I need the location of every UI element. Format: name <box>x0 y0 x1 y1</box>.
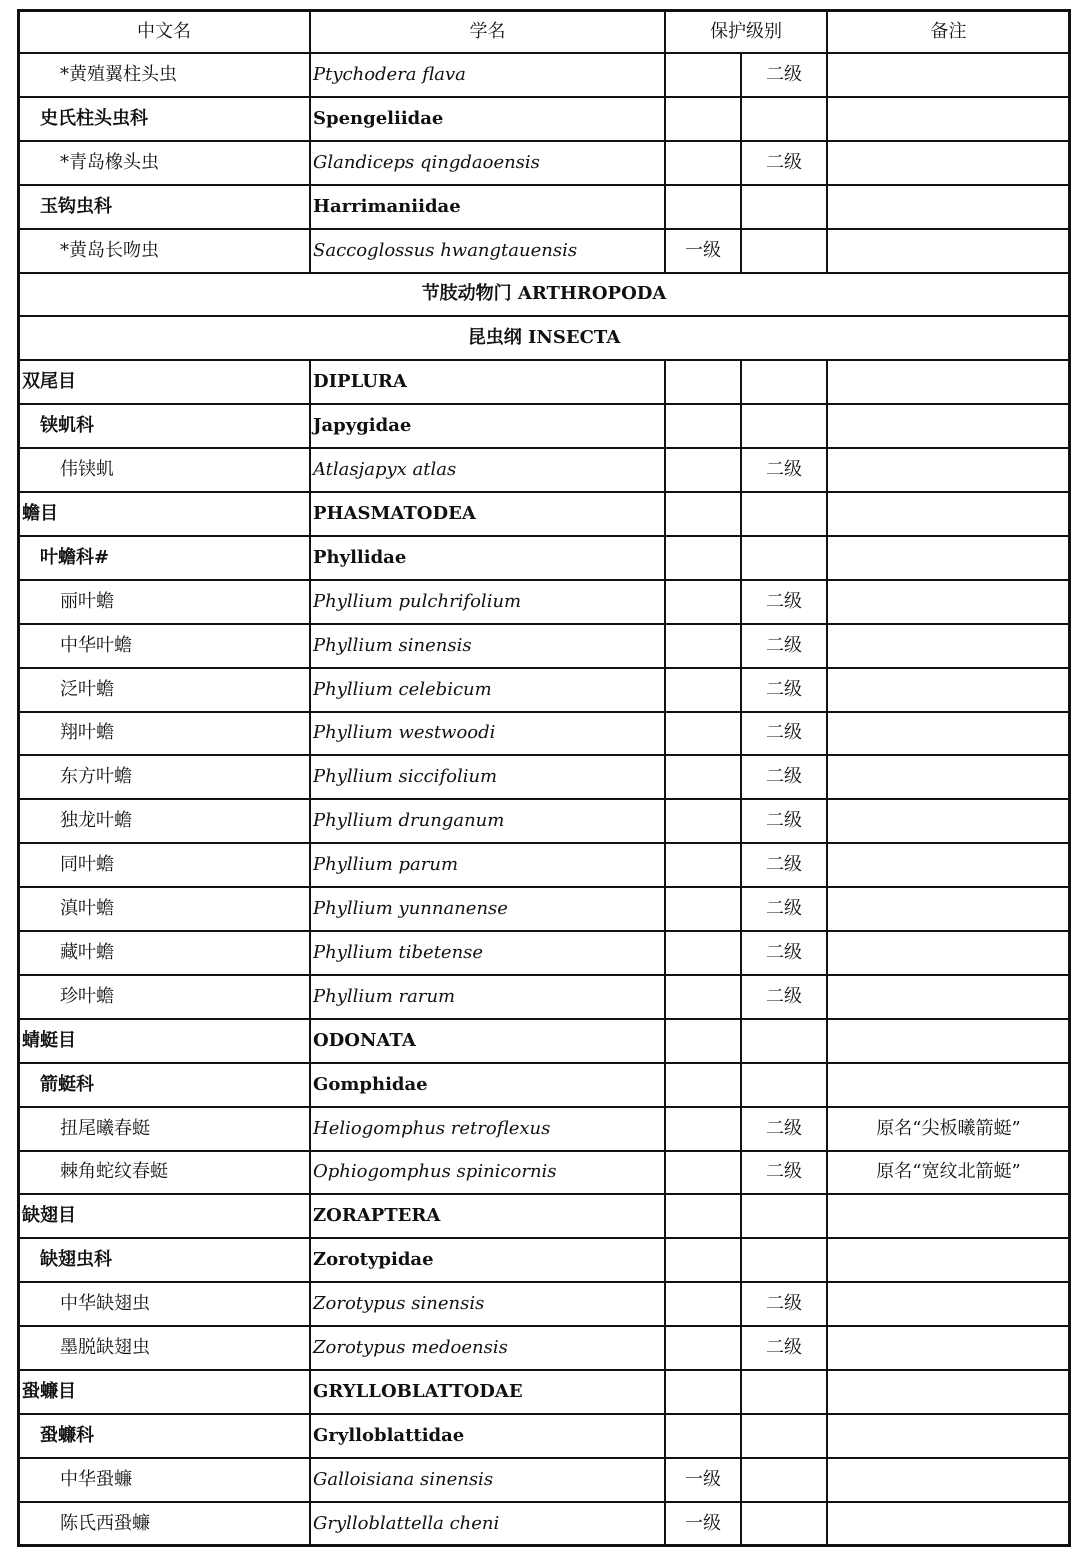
scientific-name: Japygidae <box>313 415 412 437</box>
order-chinese-name: 双尾目 <box>22 371 76 393</box>
scientific-name: ZORAPTERA <box>313 1205 441 1227</box>
scientific-name: Grylloblattella cheni <box>313 1512 500 1534</box>
species-chinese-name: 珍叶蟾 <box>60 985 114 1007</box>
level-two-cell: 二级 <box>766 1337 802 1359</box>
level-two-cell: 二级 <box>766 634 802 656</box>
level-two-cell: 二级 <box>766 63 802 85</box>
scientific-name: DIPLURA <box>313 371 407 393</box>
level-two-cell: 二级 <box>766 766 802 788</box>
level-two-cell: 二级 <box>766 678 802 700</box>
scientific-name: Grylloblattidae <box>313 1424 465 1446</box>
scientific-name: Phyllium pulchrifolium <box>313 590 522 612</box>
family-chinese-name: 缺翅虫科 <box>40 1249 112 1271</box>
scientific-name: Phyllium sinensis <box>313 634 472 656</box>
family-chinese-name: 叶蟾科# <box>40 546 110 568</box>
level-two-cell: 二级 <box>766 941 802 963</box>
level-two-cell: 二级 <box>766 985 802 1007</box>
species-chinese-name: 翔叶蟾 <box>60 722 114 744</box>
species-chinese-name: 泛叶蟾 <box>60 678 114 700</box>
family-chinese-name: 箭蜓科 <box>40 1073 94 1095</box>
species-chinese-name: 伟铗虮 <box>60 459 114 481</box>
scientific-name: Saccoglossus hwangtauensis <box>313 239 578 261</box>
scientific-name: Ptychodera flava <box>313 63 466 85</box>
family-chinese-name: 蛩蠊科 <box>40 1424 94 1446</box>
species-chinese-name: 扭尾曦春蜓 <box>60 1117 150 1139</box>
section-heading: 昆虫纲 INSECTA <box>467 327 621 349</box>
header-chinese-name: 中文名 <box>137 20 191 42</box>
order-chinese-name: 蟾目 <box>22 502 58 524</box>
species-chinese-name: 丽叶蟾 <box>60 590 114 612</box>
species-chinese-name: 墨脱缺翅虫 <box>60 1337 150 1359</box>
species-chinese-name: 同叶蟾 <box>60 854 114 876</box>
species-chinese-name: 中华缺翅虫 <box>60 1293 150 1315</box>
level-two-cell: 二级 <box>766 722 802 744</box>
level-two-cell: 二级 <box>766 590 802 612</box>
scientific-name: Phyllium drunganum <box>313 810 505 832</box>
scientific-name: Phyllium rarum <box>313 985 456 1007</box>
scientific-name: Gomphidae <box>313 1073 428 1095</box>
level-two-cell: 二级 <box>766 854 802 876</box>
header-scientific-name: 学名 <box>469 20 506 42</box>
level-one-cell: 一级 <box>685 239 721 261</box>
scientific-name: Phyllidae <box>313 546 407 568</box>
scientific-name: Spengeliidae <box>313 107 444 129</box>
scientific-name: GRYLLOBLATTODAE <box>313 1380 523 1402</box>
scientific-name: Ophiogomphus spinicornis <box>313 1161 557 1183</box>
section-heading: 节肢动物门 ARTHROPODA <box>421 283 667 305</box>
scientific-name: Galloisiana sinensis <box>313 1468 494 1490</box>
species-chinese-name: 藏叶蟾 <box>60 941 114 963</box>
scientific-name: Phyllium celebicum <box>313 678 492 700</box>
header-remarks: 备注 <box>930 20 967 42</box>
species-chinese-name: 滇叶蟾 <box>60 898 114 920</box>
level-two-cell: 二级 <box>766 1293 802 1315</box>
family-chinese-name: 铗虮科 <box>40 415 94 437</box>
species-chinese-name: *黄殖翼柱头虫 <box>60 63 177 85</box>
scientific-name: Heliogomphus retroflexus <box>313 1117 551 1139</box>
level-one-cell: 一级 <box>685 1468 721 1490</box>
level-one-cell: 一级 <box>685 1512 721 1534</box>
scientific-name: PHASMATODEA <box>313 502 476 524</box>
scientific-name: Harrimaniidae <box>313 195 461 217</box>
species-chinese-name: 东方叶蟾 <box>60 766 132 788</box>
level-two-cell: 二级 <box>766 1161 802 1183</box>
level-two-cell: 二级 <box>766 151 802 173</box>
scientific-name: ODONATA <box>313 1029 416 1051</box>
header-protection-level: 保护级别 <box>710 20 782 42</box>
remarks-cell: 原名“尖板曦箭蜓” <box>876 1117 1021 1139</box>
order-chinese-name: 蜻蜓目 <box>22 1029 76 1051</box>
scientific-name: Phyllium yunnanense <box>313 898 508 920</box>
family-chinese-name: 史氏柱头虫科 <box>40 107 148 129</box>
order-chinese-name: 蛩蠊目 <box>22 1380 76 1402</box>
scientific-name: Phyllium tibetense <box>313 941 484 963</box>
remarks-cell: 原名“宽纹北箭蜓” <box>876 1161 1021 1183</box>
scientific-name: Zorotypidae <box>313 1249 434 1271</box>
level-two-cell: 二级 <box>766 810 802 832</box>
level-two-cell: 二级 <box>766 898 802 920</box>
species-chinese-name: *黄岛长吻虫 <box>60 239 159 261</box>
level-two-cell: 二级 <box>766 459 802 481</box>
species-chinese-name: 独龙叶蟾 <box>60 810 132 832</box>
scientific-name: Zorotypus medoensis <box>313 1337 508 1359</box>
scientific-name: Zorotypus sinensis <box>313 1293 485 1315</box>
scientific-name: Glandiceps qingdaoensis <box>313 151 540 173</box>
species-chinese-name: 中华叶蟾 <box>60 634 132 656</box>
order-chinese-name: 缺翅目 <box>22 1205 76 1227</box>
table-border <box>17 9 1071 1547</box>
scientific-name: Atlasjapyx atlas <box>313 459 457 481</box>
species-chinese-name: 中华蛩蠊 <box>60 1468 132 1490</box>
family-chinese-name: 玉钩虫科 <box>40 195 112 217</box>
scientific-name: Phyllium siccifolium <box>313 766 498 788</box>
species-chinese-name: *青岛橡头虫 <box>60 151 159 173</box>
scientific-name: Phyllium parum <box>313 854 459 876</box>
level-two-cell: 二级 <box>766 1117 802 1139</box>
species-chinese-name: 棘角蛇纹春蜓 <box>60 1161 168 1183</box>
scientific-name: Phyllium westwoodi <box>313 722 496 744</box>
species-chinese-name: 陈氏西蛩蠊 <box>60 1512 150 1534</box>
